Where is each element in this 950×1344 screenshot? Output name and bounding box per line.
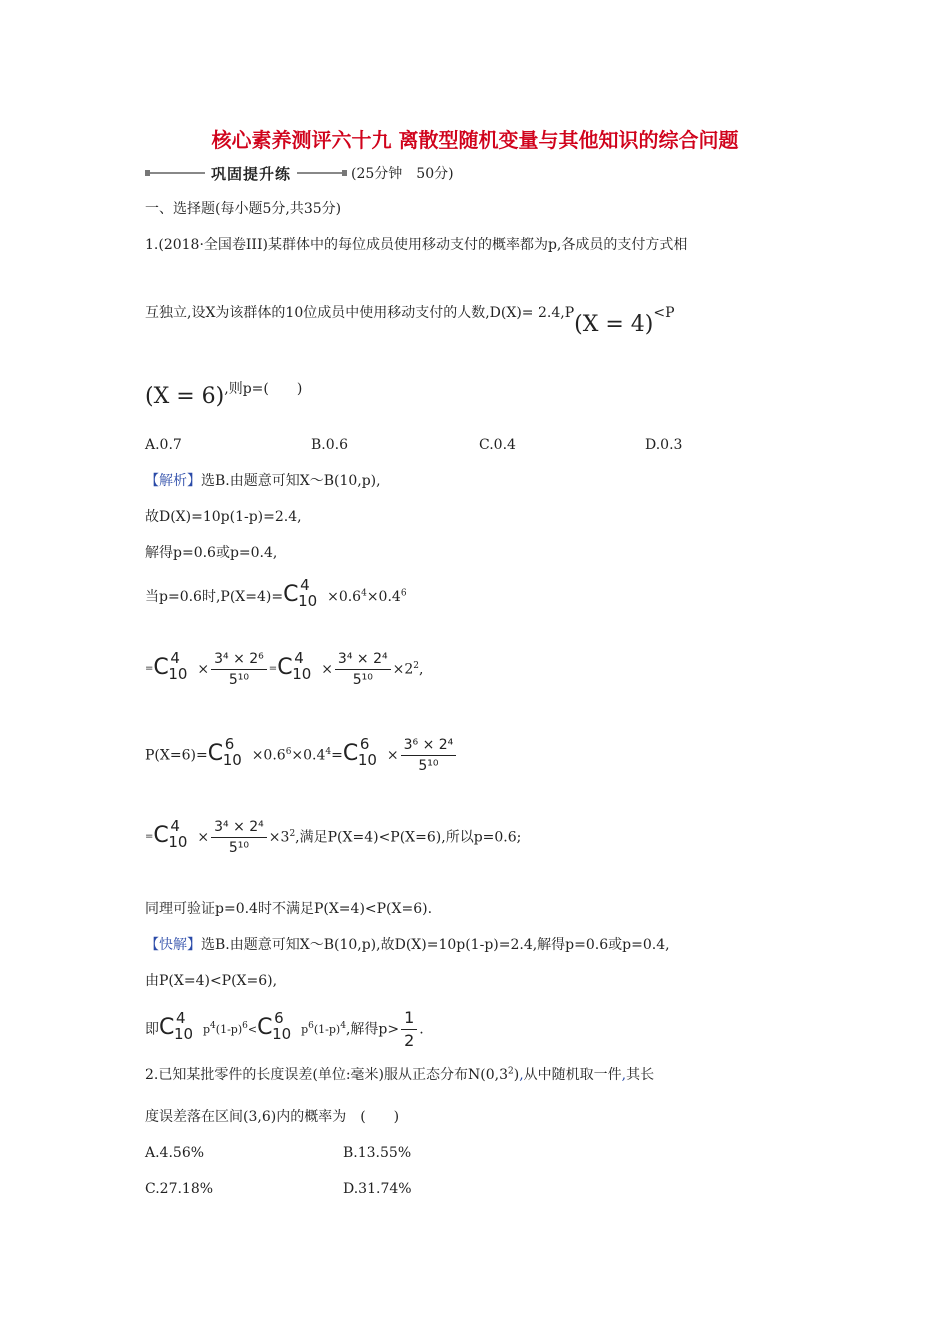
q2-line1 — [145, 1068, 654, 1082]
analysis-tail5: ×2 — [392, 661, 414, 678]
fraction-half — [401, 1010, 417, 1049]
times-sign: × — [321, 661, 333, 678]
q1-line3-text: ,则p=( ) — [224, 381, 303, 397]
comb-lower: 10 — [174, 1024, 194, 1043]
analysis-head6: P(X=6)= — [145, 747, 208, 764]
comb-c: C — [277, 654, 293, 680]
analysis-factor2: ×0.4 — [366, 589, 401, 605]
comb-c: C — [153, 822, 169, 848]
combination-c10-4 — [153, 816, 197, 855]
quick-line1 — [145, 938, 670, 952]
section-heading: 一、选择题(每小题5分,共35分) — [145, 201, 342, 217]
analysis-exp2: 6 — [400, 588, 407, 599]
exp-2: 2 — [289, 828, 296, 839]
eq-sign: = — [268, 663, 278, 675]
q2-text1d: 其长 — [626, 1067, 655, 1083]
analysis-text1: 选B.由题意可知X～B(10,p), — [201, 473, 381, 489]
analysis-line5 — [145, 648, 424, 698]
comb-upper: 4 — [170, 648, 180, 667]
comb-upper: 4 — [300, 576, 310, 594]
analysis-text4: 当p=0.6时,P(X=4)= — [145, 589, 284, 605]
combination-c10-4 — [277, 648, 321, 687]
times-sign: × — [197, 829, 210, 846]
fraction-denominator: 5¹⁰ — [418, 758, 439, 774]
section-banner — [145, 162, 454, 184]
analysis-mid6: ×0.6 — [251, 747, 286, 764]
comb-c: C — [153, 654, 169, 680]
q1-line1: 1.(2018·全国卷III)某群体中的每位成员使用移动支付的概率都为p,各成员的支付方式相 — [145, 237, 688, 253]
comb-upper: 6 — [359, 734, 370, 753]
exp-6: 6 — [242, 1020, 248, 1031]
combination-c10-4 — [153, 648, 197, 687]
banner-left-rule — [145, 172, 205, 174]
comb-c: C — [342, 740, 359, 766]
analysis-mid6b: ×0.4 — [291, 747, 326, 764]
comb-lower: 10 — [357, 750, 377, 769]
fraction-1 — [211, 652, 267, 687]
quick-line3 — [145, 1010, 424, 1056]
fraction-numerator: 3⁶ × 2⁴ — [401, 738, 457, 756]
combination-c10-6 — [257, 1008, 301, 1047]
fraction-2 — [335, 652, 391, 687]
fraction-numerator: 3⁴ × 2⁴ — [211, 820, 267, 838]
q2-option-b[interactable]: B.13.55% — [343, 1145, 412, 1161]
quick-text3a: 即 — [145, 1021, 159, 1038]
q2-comma1: , — [519, 1067, 524, 1083]
analysis-exp1: 4 — [361, 588, 367, 599]
comb-upper: 6 — [274, 1008, 284, 1027]
exp-2: 2 — [413, 660, 419, 671]
exp-6: 6 — [285, 746, 292, 757]
q2-line2: 度误差落在区间(3,6)内的概率为 ( ) — [145, 1109, 400, 1125]
combination-c10-4 — [283, 576, 327, 614]
q2-option-c[interactable]: C.27.18% — [145, 1181, 214, 1197]
fraction-denominator: 5¹⁰ — [228, 672, 250, 688]
q2-exp: 2 — [507, 1066, 514, 1077]
analysis-line1 — [145, 474, 381, 488]
analysis-line7 — [145, 816, 522, 866]
comb-upper: 4 — [294, 648, 304, 667]
one-minus-p: (1-p) — [215, 1023, 243, 1036]
analysis-end7: ,满足P(X=4)<P(X=6),所以p=0.6; — [295, 829, 522, 846]
analysis-line6 — [145, 734, 458, 784]
q2-text1c: 从中随机取一件 — [523, 1067, 622, 1083]
comb-upper: 4 — [170, 816, 180, 835]
exp-6: 6 — [308, 1020, 314, 1031]
one-minus-p: (1-p) — [313, 1023, 341, 1036]
q2-option-d[interactable]: D.31.74% — [343, 1181, 412, 1197]
comb-c: C — [159, 1014, 175, 1040]
quick-end: . — [419, 1021, 424, 1038]
q2-option-a[interactable]: A.4.56% — [145, 1145, 205, 1161]
analysis-line3: 解得p=0.6或p=0.4, — [145, 545, 278, 561]
q2-text1b: ) — [513, 1067, 520, 1083]
analysis-tag: 【解析】 — [145, 473, 201, 489]
banner-time: (25分钟 50分) — [351, 166, 454, 182]
fraction-numerator: 3⁴ × 2⁴ — [335, 652, 391, 670]
q1-lt: <P — [653, 305, 675, 321]
comb-c: C — [207, 740, 224, 766]
analysis-factor1: ×0.6 — [327, 589, 362, 605]
exp-4: 4 — [210, 1020, 216, 1031]
comb-lower: 10 — [272, 1024, 292, 1043]
comb-c: C — [283, 582, 299, 607]
exp-4: 4 — [325, 746, 332, 757]
analysis-line2: 故D(X)=10p(1-p)=2.4, — [145, 509, 302, 525]
banner-label: 巩固提升练 — [211, 164, 292, 183]
comb-lower: 10 — [168, 664, 188, 683]
quick-text1: 选B.由题意可知X～B(10,p),故D(X)=10p(1-p)=2.4,解得p=0.6或p=0.4, — [201, 937, 670, 953]
p-var: p — [203, 1023, 211, 1036]
comb-lower: 10 — [222, 750, 242, 769]
q1-math-x6: (X = 6) — [145, 384, 225, 409]
comb-lower: 10 — [292, 664, 312, 683]
quick-tag: 【快解】 — [145, 937, 201, 953]
lt-sign: < — [247, 1023, 258, 1036]
combination-c10-4 — [159, 1008, 203, 1047]
q2-text1a: 2.已知某批零件的长度误差(单位:毫米)服从正态分布N(0,3 — [145, 1067, 508, 1083]
comb-lower: 10 — [298, 592, 318, 610]
eq-sign: = — [145, 663, 154, 675]
q1-math-x4: (X = 4) — [574, 312, 654, 337]
comb-upper: 6 — [224, 734, 235, 753]
comb-upper: 4 — [176, 1008, 186, 1027]
exp-4: 4 — [340, 1020, 346, 1031]
fraction-denominator: 5¹⁰ — [228, 840, 250, 856]
banner-right-rule — [297, 172, 347, 174]
p-var: p — [301, 1023, 309, 1036]
q1-option-a[interactable]: A.0.7 — [145, 437, 182, 453]
analysis-end5: , — [418, 661, 424, 678]
combination-c10-6 — [207, 734, 252, 773]
q1-option-d[interactable]: D.0.3 — [645, 437, 683, 453]
fraction-numerator: 3⁴ × 2⁶ — [211, 652, 267, 670]
fraction-4 — [211, 820, 267, 855]
comb-lower: 10 — [168, 832, 188, 851]
q1-option-c[interactable]: C.0.4 — [479, 437, 516, 453]
fraction-denominator: 5¹⁰ — [352, 672, 373, 688]
analysis-line4 — [145, 576, 407, 616]
fraction-3 — [401, 738, 457, 773]
comb-c: C — [257, 1014, 273, 1040]
q1-line2-text: 互独立,设X为该群体的10位成员中使用移动支付的人数,D(X)= 2.4,P — [145, 305, 575, 321]
page-title: 核心素养测评六十九 离散型随机变量与其他知识的综合问题 — [211, 128, 739, 152]
times-sign: × — [386, 747, 399, 764]
q1-line2 — [145, 300, 675, 337]
eq-sign: = — [331, 747, 343, 764]
quick-line2: 由P(X=4)<P(X=6), — [145, 973, 278, 989]
quick-text3e: ,解得p> — [345, 1021, 400, 1038]
eq-sign: = — [145, 831, 154, 843]
times-sign: × — [197, 661, 210, 678]
combination-c10-6 — [342, 734, 387, 773]
analysis-line8: 同理可验证p=0.4时不满足P(X=4)<P(X=6). — [145, 901, 433, 917]
q1-option-b[interactable]: B.0.6 — [311, 437, 349, 453]
q1-line3 — [145, 376, 303, 409]
fraction-denominator: 2 — [404, 1031, 415, 1050]
analysis-tail7: ×3 — [268, 829, 290, 846]
fraction-numerator: 1 — [401, 1010, 417, 1030]
q2-comma2: , — [621, 1067, 627, 1083]
